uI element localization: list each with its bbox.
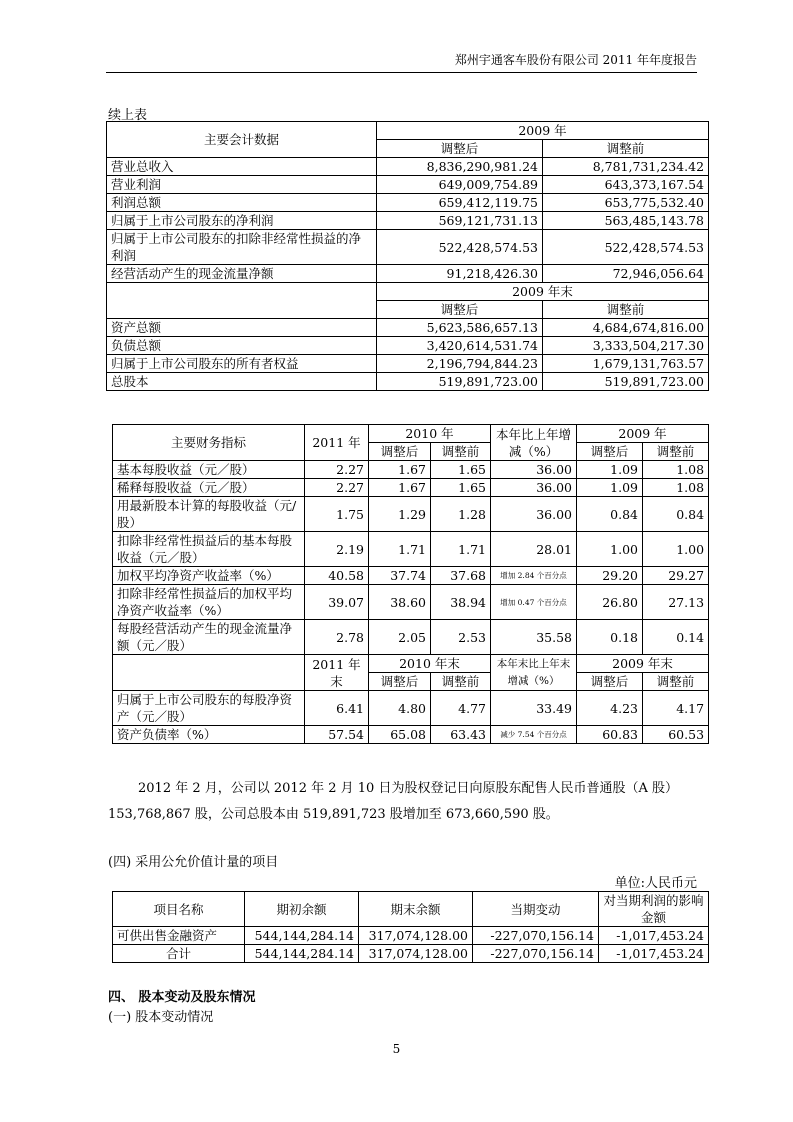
page-header: 郑州宇通客车股份有限公司 2011 年年度报告: [106, 52, 697, 73]
value-change: 增加 0.47 个百分点: [491, 585, 577, 620]
value-2009-after: 1.00: [577, 532, 643, 567]
table-row: [113, 620, 709, 655]
value-2010-after: 1.67: [369, 461, 431, 479]
blank-cell: [107, 283, 377, 319]
header-after: 调整后: [369, 673, 431, 691]
value-2010-before: 63.43: [431, 726, 491, 744]
header-before: 调整前: [643, 443, 709, 461]
value-change: 35.58: [491, 620, 577, 655]
value-2009-before: 1.08: [643, 479, 709, 497]
row-label: 稀释每股收益（元／股）: [113, 479, 305, 497]
value-2010-before: 37.68: [431, 567, 491, 585]
value-2011: 57.54: [305, 726, 369, 744]
value-2010-before: 1.71: [431, 532, 491, 567]
table-caption: 续上表: [108, 108, 148, 123]
value-after: 522,428,574.53: [377, 230, 543, 265]
value-before: 643,373,167.54: [543, 176, 709, 194]
value-2009-after: 29.20: [577, 567, 643, 585]
value-before: 4,684,674,816.00: [543, 319, 709, 337]
value-2009-before: 1.08: [643, 461, 709, 479]
header-adjusted-after: 调整后: [377, 301, 543, 319]
value-2010-before: 38.94: [431, 585, 491, 620]
financial-indicators-table: [112, 424, 709, 744]
row-label: 利润总额: [107, 194, 377, 212]
value-after: 8,836,290,981.24: [377, 158, 543, 176]
value-2011: 39.07: [305, 585, 369, 620]
value-before: 522,428,574.53: [543, 230, 709, 265]
header-item: 主要会计数据: [107, 122, 377, 158]
row-label: 营业利润: [107, 176, 377, 194]
value-change: 增加 2.84 个百分点: [491, 567, 577, 585]
value-before: 8,781,731,234.42: [543, 158, 709, 176]
table-row: [107, 176, 709, 194]
table-row: [113, 461, 709, 479]
table-row: [107, 265, 709, 283]
value-change: -227,070,156.14: [473, 927, 599, 945]
value-2009-after: 4.23: [577, 691, 643, 726]
row-label: 基本每股收益（元／股）: [113, 461, 305, 479]
value-2011: 2.19: [305, 532, 369, 567]
value-2009-before: 1.00: [643, 532, 709, 567]
blank-cell: [113, 655, 305, 691]
table-row: [113, 567, 709, 585]
row-label: 营业总收入: [107, 158, 377, 176]
value-after: 659,412,119.75: [377, 194, 543, 212]
value-profit-impact: -1,017,453.24: [599, 927, 709, 945]
header-change-end: 本年末比上年末增减（%）: [491, 655, 577, 691]
header-after: 调整后: [577, 673, 643, 691]
value-after: 3,420,614,531.74: [377, 337, 543, 355]
row-label: 归属于上市公司股东的扣除非经常性损益的净利润: [107, 230, 377, 265]
value-2010-after: 1.29: [369, 497, 431, 532]
header-item-name: 项目名称: [113, 892, 245, 927]
header-item: 主要财务指标: [113, 425, 305, 461]
header-2009: 2009 年: [577, 425, 709, 443]
row-label: 经营活动产生的现金流量净额: [107, 265, 377, 283]
value-change: 减少 7.54 个百分点: [491, 726, 577, 744]
page-number: 5: [392, 1042, 401, 1056]
value-2010-after: 65.08: [369, 726, 431, 744]
header-change: 当期变动: [473, 892, 599, 927]
value-2010-before: 2.53: [431, 620, 491, 655]
value-2010-after: 37.74: [369, 567, 431, 585]
header-adjusted-before: 调整前: [543, 140, 709, 158]
header-before: 调整前: [431, 443, 491, 461]
row-label: 用最新股本计算的每股收益（元/股）: [113, 497, 305, 532]
row-label: 资产总额: [107, 319, 377, 337]
value-2009-before: 27.13: [643, 585, 709, 620]
value-2010-after: 38.60: [369, 585, 431, 620]
table-row: [113, 927, 709, 945]
table-row: [113, 497, 709, 532]
section-fair-value-title: (四) 采用公允价值计量的项目: [108, 855, 279, 870]
value-2009-after: 1.09: [577, 479, 643, 497]
header-opening: 期初余额: [245, 892, 359, 927]
row-label: 加权平均净资产收益率（%）: [113, 567, 305, 585]
value-2011: 2.27: [305, 461, 369, 479]
value-before: 3,333,504,217.30: [543, 337, 709, 355]
table-row: [107, 373, 709, 391]
value-profit-impact: -1,017,453.24: [599, 945, 709, 963]
row-label: 资产负债率（%）: [113, 726, 305, 744]
row-label: 归属于上市公司股东的所有者权益: [107, 355, 377, 373]
value-before: 72,946,056.64: [543, 265, 709, 283]
value-after: 649,009,754.89: [377, 176, 543, 194]
value-2011: 2.27: [305, 479, 369, 497]
row-label: 合计: [113, 945, 245, 963]
header-adjusted-before: 调整前: [543, 301, 709, 319]
row-label: 归属于上市公司股东的净利润: [107, 212, 377, 230]
value-opening: 544,144,284.14: [245, 927, 359, 945]
value-after: 5,623,586,657.13: [377, 319, 543, 337]
value-2009-after: 60.83: [577, 726, 643, 744]
row-label: 负债总额: [107, 337, 377, 355]
value-closing: 317,074,128.00: [359, 945, 473, 963]
row-label: 每股经营活动产生的现金流量净额（元／股）: [113, 620, 305, 655]
value-2009-before: 0.84: [643, 497, 709, 532]
table-row: [107, 337, 709, 355]
row-label: 可供出售金融资产: [113, 927, 245, 945]
table-row: [107, 158, 709, 176]
header-closing: 期末余额: [359, 892, 473, 927]
row-label: 扣除非经常性损益后的基本每股收益（元／股）: [113, 532, 305, 567]
table-row: [113, 691, 709, 726]
value-change: 36.00: [491, 497, 577, 532]
value-2011: 2.78: [305, 620, 369, 655]
value-change: 28.01: [491, 532, 577, 567]
row-label: 扣除非经常性损益后的加权平均净资产收益率（%）: [113, 585, 305, 620]
header-year-end: 2009 年末: [377, 283, 709, 301]
value-2009-before: 0.14: [643, 620, 709, 655]
row-label: 总股本: [107, 373, 377, 391]
value-after: 91,218,426.30: [377, 265, 543, 283]
table-row: [107, 212, 709, 230]
table-row: [113, 726, 709, 744]
value-2009-after: 1.09: [577, 461, 643, 479]
table-row: [113, 585, 709, 620]
value-2009-before: 4.17: [643, 691, 709, 726]
value-before: 519,891,723.00: [543, 373, 709, 391]
value-2010-after: 4.80: [369, 691, 431, 726]
header-before: 调整前: [643, 673, 709, 691]
table-row: [107, 319, 709, 337]
value-after: 519,891,723.00: [377, 373, 543, 391]
value-2011: 1.75: [305, 497, 369, 532]
header-2010: 2010 年: [369, 425, 491, 443]
subsection-share-changes: (一) 股本变动情况: [108, 1010, 214, 1025]
value-before: 653,775,532.40: [543, 194, 709, 212]
table-row: [107, 230, 709, 265]
share-issue-paragraph: 2012 年 2 月，公司以 2012 年 2 月 10 日为股权登记日向原股东配售人民币普通股（A 股）153,768,867 股，公司总股本由 519,891,723 股增加至 673,660,590 股。: [108, 781, 678, 822]
value-2010-before: 4.77: [431, 691, 491, 726]
value-2010-before: 1.65: [431, 461, 491, 479]
header-after: 调整后: [369, 443, 431, 461]
value-2009-before: 60.53: [643, 726, 709, 744]
value-change: 36.00: [491, 461, 577, 479]
value-2011: 40.58: [305, 567, 369, 585]
header-2011: 2011 年: [305, 425, 369, 461]
header-2011-end: 2011 年末: [305, 655, 369, 691]
value-2010-after: 1.71: [369, 532, 431, 567]
row-label: 归属于上市公司股东的每股净资产（元／股）: [113, 691, 305, 726]
value-2010-before: 1.28: [431, 497, 491, 532]
accounting-data-table: [106, 121, 709, 391]
value-2010-after: 2.05: [369, 620, 431, 655]
fair-value-table: [112, 891, 709, 963]
unit-label: 单位:人民币元: [614, 876, 697, 891]
value-2009-after: 0.84: [577, 497, 643, 532]
value-after: 569,121,731.13: [377, 212, 543, 230]
header-2010-end: 2010 年末: [369, 655, 491, 673]
value-2009-after: 26.80: [577, 585, 643, 620]
value-2009-after: 0.18: [577, 620, 643, 655]
header-profit-impact: 对当期利润的影响金额: [599, 892, 709, 927]
value-2011: 6.41: [305, 691, 369, 726]
value-closing: 317,074,128.00: [359, 927, 473, 945]
table-row: [107, 355, 709, 373]
header-2009-end: 2009 年末: [577, 655, 709, 673]
value-change: -227,070,156.14: [473, 945, 599, 963]
header-after: 调整后: [577, 443, 643, 461]
value-change: 36.00: [491, 479, 577, 497]
header-change: 本年比上年增减（%）: [491, 425, 577, 461]
value-before: 563,485,143.78: [543, 212, 709, 230]
table-row: [113, 479, 709, 497]
section-heading-4: 四、 股本变动及股东情况: [108, 990, 256, 1005]
value-before: 1,679,131,763.57: [543, 355, 709, 373]
value-2010-before: 1.65: [431, 479, 491, 497]
table-row: [107, 194, 709, 212]
value-2010-after: 1.67: [369, 479, 431, 497]
value-2009-before: 29.27: [643, 567, 709, 585]
table-row: [113, 532, 709, 567]
value-opening: 544,144,284.14: [245, 945, 359, 963]
value-change: 33.49: [491, 691, 577, 726]
header-adjusted-after: 调整后: [377, 140, 543, 158]
value-after: 2,196,794,844.23: [377, 355, 543, 373]
header-year: 2009 年: [377, 122, 709, 140]
header-before: 调整前: [431, 673, 491, 691]
table-row: [113, 945, 709, 963]
